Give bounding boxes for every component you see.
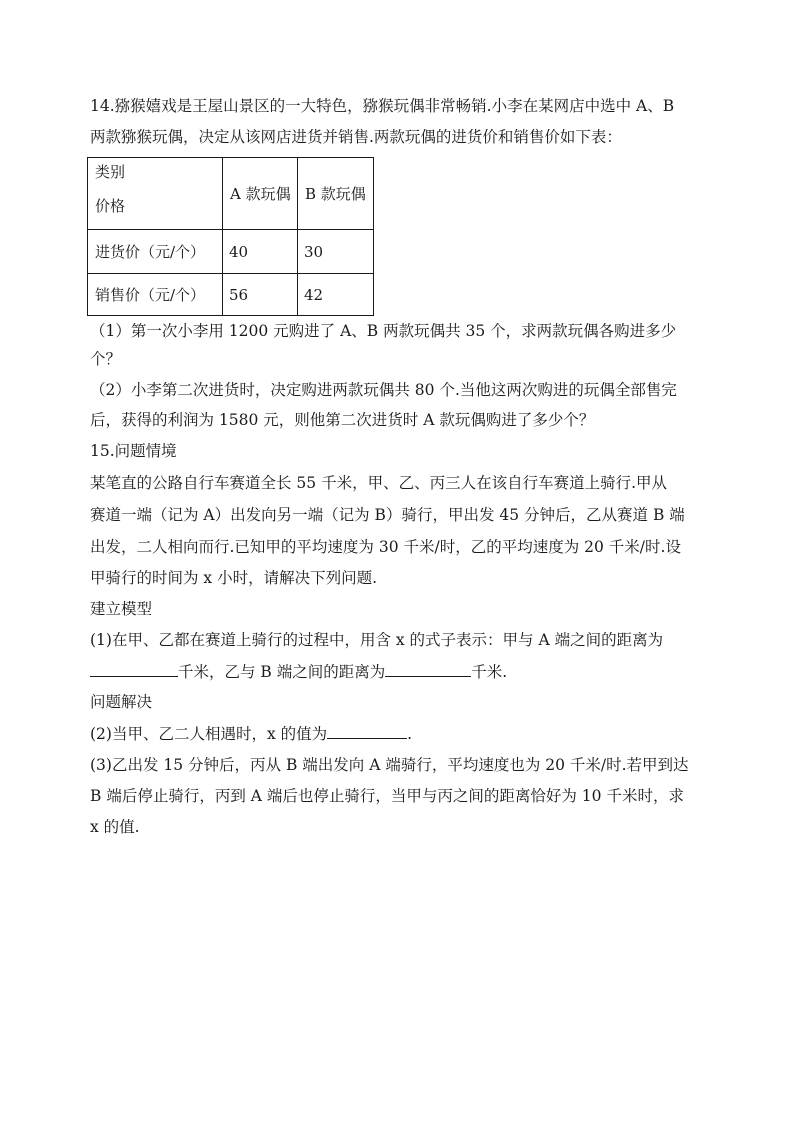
table-corner-cell — [88, 158, 223, 230]
q15-part2-period: . — [407, 725, 413, 743]
cell-cost-a: 40 — [223, 230, 298, 274]
q15-part2-line — [90, 723, 710, 744]
cell-sale-b: 42 — [298, 274, 374, 316]
table-header-row — [88, 158, 374, 230]
q15-part1-line-2 — [90, 661, 710, 682]
q15-part3-line-3: x 的值. — [90, 818, 140, 836]
table-row — [88, 274, 374, 316]
q15-part3-line-1: (3)乙出发 15 分钟后，丙从 B 端出发向 A 端骑行，平均速度也为 20 千米/时.若甲到达 — [90, 756, 689, 774]
answer-blank-1[interactable] — [90, 661, 178, 677]
q15-part2-text: (2)当甲、乙二人相遇时，x 的值为 — [90, 725, 328, 743]
table-row — [88, 230, 374, 274]
solve-heading: 问题解决 — [90, 693, 153, 711]
q14-part2-line-1: （2）小李第二次进货时，决定购进两款玩偶共 80 个.当他这两次购进的玩偶全部售完 — [90, 381, 677, 399]
q15-context-line-1: 某笔直的公路自行车赛道全长 55 千米，甲、乙、丙三人在该自行车赛道上骑行.甲从 — [90, 474, 668, 492]
cell-cost-b: 30 — [298, 230, 374, 274]
price-table — [87, 157, 374, 316]
col-header-b: B 款玩偶 — [298, 158, 374, 230]
q14-part2-line-2: 后，获得的利润为 1580 元，则他第二次进货时 A 款玩偶购进了多少个？ — [90, 411, 595, 429]
corner-price-label: 价格 — [95, 196, 126, 215]
q15-context-line-2: 赛道一端（记为 A）出发向另一端（记为 B）骑行，甲出发 45 分钟后，乙从赛道 B 端 — [90, 506, 685, 524]
corner-category-label: 类别 — [95, 162, 126, 181]
q15-part1-line-1: (1)在甲、乙都在赛道上骑行的过程中，用含 x 的式子表示：甲与 A 端之间的距离为 — [90, 631, 664, 649]
q15-title: 15.问题情境 — [90, 442, 177, 460]
q15-part1-text-b: 千米. — [471, 663, 508, 681]
cell-sale-a: 56 — [223, 274, 298, 316]
answer-blank-2[interactable] — [385, 661, 471, 677]
row-label-cost: 进货价（元/个） — [88, 230, 223, 274]
q14-part1-line-1: （1）第一次小李用 1200 元购进了 A、B 两款玩偶共 35 个，求两款玩偶各购进多少 — [90, 322, 677, 340]
col-header-a: A 款玩偶 — [223, 158, 298, 230]
q14-line-1: 14.猕猴嬉戏是王屋山景区的一大特色，猕猴玩偶非常畅销.小李在某网店中选中 A、B — [90, 97, 675, 115]
q14-line-2: 两款猕猴玩偶，决定从该网店进货并销售.两款玩偶的进货价和销售价如下表： — [90, 128, 622, 146]
row-label-sale: 销售价（元/个） — [88, 274, 223, 316]
q15-context-line-3: 出发，二人相向而行.已知甲的平均速度为 30 千米/时，乙的平均速度为 20 千米/时.设 — [90, 538, 681, 556]
q15-part3-line-2: B 端后停止骑行，丙到 A 端后也停止骑行，当甲与丙之间的距离恰好为 10 千米时，求 — [90, 787, 684, 805]
model-heading: 建立模型 — [90, 600, 153, 618]
answer-blank-3[interactable] — [327, 723, 407, 739]
q15-context-line-4: 甲骑行的时间为 x 小时，请解决下列问题. — [90, 569, 378, 587]
q15-part1-text-a: 千米，乙与 B 端之间的距离为 — [178, 663, 386, 681]
q14-part1-line-2: 个？ — [90, 350, 122, 368]
